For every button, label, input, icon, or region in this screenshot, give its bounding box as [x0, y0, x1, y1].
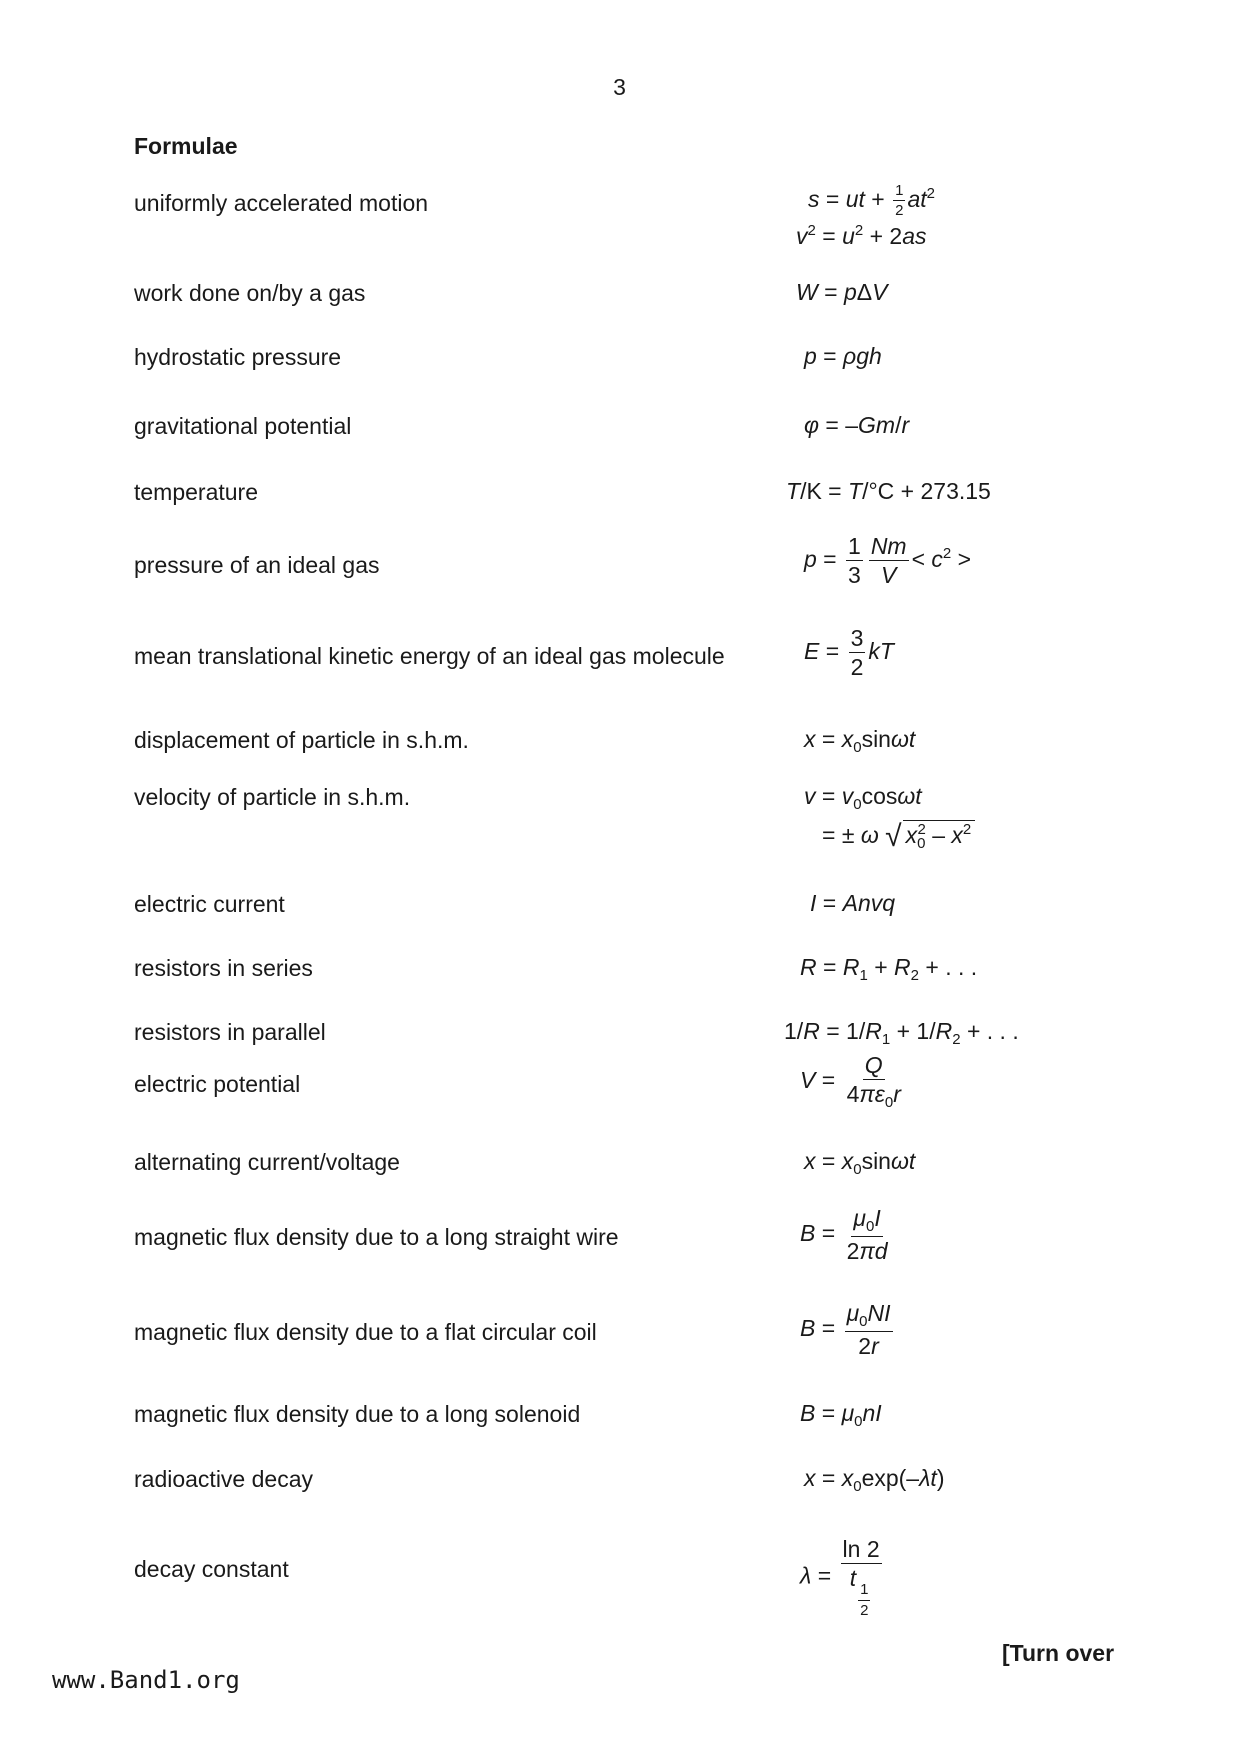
label-pressure-ideal-gas: pressure of an ideal gas [134, 552, 380, 578]
label-temperature: temperature [134, 479, 259, 505]
formula-shm-velocity-2: = ± ω √ $x_0^2 - x^2$ [822, 820, 975, 854]
label-radioactive-decay: radioactive decay [134, 1466, 313, 1492]
formulae-heading: Formulae [134, 133, 238, 159]
formula-resistors-series: $R = R_1 + R_2$ + . . . [800, 954, 978, 984]
label-uniformly-accelerated-motion: uniformly accelerated motion [134, 190, 429, 216]
label-electric-current: electric current [134, 891, 285, 917]
formula-gravitational: φ = –Gm/r [804, 412, 910, 438]
label-shm-displacement: displacement of particle in s.h.m. [134, 727, 469, 753]
formula-electric-potential: V = $\frac{Q}{4\pi\varepsilon_0r}$ [800, 1052, 901, 1112]
formula-temperature: T/K = T/°C + 273.15 [786, 478, 991, 504]
page-number: 3 [613, 74, 626, 100]
formula-kinetic-energy: E = $\frac{3}{2}$ kT [804, 625, 894, 681]
formula-flux-circular-coil: B = $\frac{\mu_0NI}{2r}$ [800, 1300, 891, 1360]
label-electric-potential: electric potential [134, 1071, 301, 1097]
formula-decay-constant: λ = ln 2 t $\frac{1}{2}$ [800, 1536, 880, 1619]
formula-shm-velocity-1: $v = v_0\cos\omega t$ [804, 783, 922, 813]
label-flux-straight-wire: magnetic flux density due to a long straight wire [134, 1224, 619, 1250]
formula-motion-1: s = ut + $\frac{1}{2}$ $at^2$ [808, 182, 935, 220]
formula-flux-solenoid: $B = \mu_0nI$ [800, 1400, 882, 1430]
formula-ideal-gas-pressure: p = $\frac{1}{3}$ $\frac{Nm}{V}$ < $c^2$ > [804, 533, 972, 589]
formula-radioactive-decay: $x = x_0\exp(-\lambda t)$ [804, 1465, 945, 1495]
turn-over-note: [Turn over [1002, 1640, 1115, 1666]
label-shm-velocity: velocity of particle in s.h.m. [134, 784, 411, 810]
label-alternating-current: alternating current/voltage [134, 1149, 400, 1175]
label-flux-circular-coil: magnetic flux density due to a flat circular coil [134, 1319, 597, 1345]
watermark: www.Band1.org [52, 1666, 240, 1694]
formula-hydrostatic: p = ρgh [804, 343, 882, 369]
label-mean-kinetic-energy: mean translational kinetic energy of an ideal gas molecule [134, 643, 725, 669]
formula-motion-2: $v^2 = u^2 + 2as$ [796, 222, 927, 249]
label-resistors-parallel: resistors in parallel [134, 1019, 326, 1045]
formula-flux-straight-wire: B = $\frac{\mu_0I}{2\pi d}$ [800, 1205, 888, 1265]
label-hydrostatic-pressure: hydrostatic pressure [134, 344, 342, 370]
formula-work: W = pΔV [796, 279, 888, 305]
formula-electric-current: I = Anvq [810, 890, 896, 916]
formula-alternating-current: $x = x_0\sin\omega t$ [804, 1148, 916, 1178]
label-flux-solenoid: magnetic flux density due to a long solenoid [134, 1401, 581, 1427]
label-decay-constant: decay constant [134, 1556, 289, 1582]
formula-shm-displacement: $x = x_0\sin\omega t$ [804, 726, 916, 756]
label-work-done-gas: work done on/by a gas [134, 280, 366, 306]
formula-resistors-parallel: $1/R = 1/R_1 + 1/R_2$ + . . . [784, 1018, 1019, 1048]
label-gravitational-potential: gravitational potential [134, 413, 352, 439]
label-resistors-series: resistors in series [134, 955, 313, 981]
